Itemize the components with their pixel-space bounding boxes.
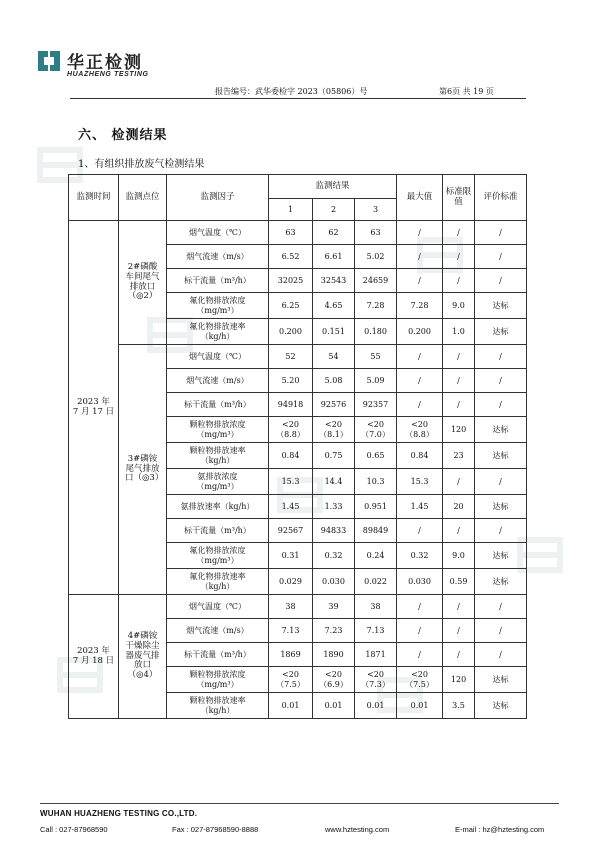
max-cell: / [397,595,443,619]
limit-cell: / [443,369,475,393]
factor-cell: 烟气温度（℃） [167,595,269,619]
result-1-cell: 52 [269,345,313,369]
result-3-cell: 5.02 [355,245,397,269]
result-1-cell: 7.13 [269,619,313,643]
header-time: 监测时间 [69,175,119,221]
limit-cell: / [443,469,475,495]
result-3-cell: <20 （7.0） [355,417,397,443]
eval-cell: / [475,369,527,393]
result-3-cell: 7.13 [355,619,397,643]
eval-cell: / [475,643,527,667]
factor-cell: 颗粒物排放速率 （kg/h） [167,693,269,719]
max-cell: 7.28 [397,293,443,319]
eval-cell: / [475,469,527,495]
result-3-cell: <20 （7.3） [355,667,397,693]
max-cell: 15.3 [397,469,443,495]
eval-cell: / [475,595,527,619]
factor-cell: 烟气温度（℃） [167,345,269,369]
point-cell: 3#磷铵尾气排放口（◎3） [119,345,167,595]
factor-cell: 标干流量（m³/h） [167,393,269,417]
eval-cell: / [475,519,527,543]
footer-fax: Fax : 027-87968590-8888 [172,825,259,834]
result-2-cell: <20 （8.1） [313,417,355,443]
header-point: 监测点位 [119,175,167,221]
max-cell: 1.45 [397,495,443,519]
factor-cell: 颗粒物排放速率 （kg/h） [167,443,269,469]
result-2-cell: 0.75 [313,443,355,469]
result-1-cell: 6.25 [269,293,313,319]
eval-cell: 达标 [475,667,527,693]
limit-cell: / [443,269,475,293]
max-cell: / [397,619,443,643]
limit-cell: 1.0 [443,319,475,345]
header-result-3: 3 [355,199,397,221]
result-3-cell: 24659 [355,269,397,293]
factor-cell: 氨排放速率（kg/h） [167,495,269,519]
point-cell: 2#磷酸车间尾气排放口（◎2） [119,221,167,345]
result-3-cell: 0.180 [355,319,397,345]
header-results: 监测结果 [269,175,397,199]
result-2-cell: 92576 [313,393,355,417]
limit-cell: 20 [443,495,475,519]
eval-cell: / [475,345,527,369]
result-3-cell: 7.28 [355,293,397,319]
limit-cell: / [443,245,475,269]
result-1-cell: 0.029 [269,569,313,595]
result-2-cell: 14.4 [313,469,355,495]
result-2-cell: 39 [313,595,355,619]
factor-cell: 标干流量（m³/h） [167,643,269,667]
limit-cell: 9.0 [443,543,475,569]
result-3-cell: 0.022 [355,569,397,595]
max-cell: 0.030 [397,569,443,595]
eval-cell: / [475,393,527,417]
result-1-cell: <20 （8.8） [269,417,313,443]
sub-section-title: 1、有组织排放废气检测结果 [78,159,205,170]
max-cell: / [397,269,443,293]
limit-cell: 23 [443,443,475,469]
result-3-cell: 63 [355,221,397,245]
max-cell: / [397,245,443,269]
header-max: 最大值 [397,175,443,221]
limit-cell: 120 [443,667,475,693]
footer-divider [40,803,559,804]
result-1-cell: 0.84 [269,443,313,469]
result-2-cell: <20 （6.9） [313,667,355,693]
eval-cell: / [475,245,527,269]
factor-cell: 标干流量（m³/h） [167,519,269,543]
result-3-cell: 0.65 [355,443,397,469]
eval-cell: 达标 [475,693,527,719]
result-2-cell: 0.32 [313,543,355,569]
result-1-cell: 38 [269,595,313,619]
limit-cell: / [443,519,475,543]
result-1-cell: 94918 [269,393,313,417]
table-row [69,595,527,619]
date-cell: 2023 年 7 月 18 日 [69,595,119,719]
max-cell: / [397,345,443,369]
eval-cell: 达标 [475,417,527,443]
limit-cell: 3.5 [443,693,475,719]
result-2-cell: 32543 [313,269,355,293]
limit-cell: 9.0 [443,293,475,319]
limit-cell: / [443,595,475,619]
header-limit: 标准限值 [443,175,475,221]
limit-cell: 120 [443,417,475,443]
result-3-cell: 10.3 [355,469,397,495]
limit-cell: 0.59 [443,569,475,595]
max-cell: <20 （8.8） [397,417,443,443]
result-3-cell: 0.01 [355,693,397,719]
table-row [69,221,527,245]
result-2-cell: 5.08 [313,369,355,393]
result-1-cell: 63 [269,221,313,245]
result-1-cell: 0.200 [269,319,313,345]
result-1-cell: 32025 [269,269,313,293]
date-cell: 2023 年 7 月 17 日 [69,221,119,595]
header-eval: 评价标准 [475,175,527,221]
factor-cell: 氟化物排放浓度 （mg/m³） [167,293,269,319]
result-2-cell: 0.01 [313,693,355,719]
eval-cell: 达标 [475,443,527,469]
eval-cell: 达标 [475,543,527,569]
result-2-cell: 6.61 [313,245,355,269]
result-1-cell: 1869 [269,643,313,667]
result-1-cell: 6.52 [269,245,313,269]
result-3-cell: 0.951 [355,495,397,519]
eval-cell: / [475,221,527,245]
max-cell: / [397,221,443,245]
company-logo-icon [36,49,62,73]
footer-website: www.hztesting.com [325,825,390,834]
eval-cell: 达标 [475,319,527,345]
section-title: 六、 检测结果 [78,128,168,143]
limit-cell: / [443,393,475,417]
factor-cell: 标干流量（m³/h） [167,269,269,293]
factor-cell: 氟化物排放浓度 （mg/m³） [167,543,269,569]
max-cell: <20 （7.5） [397,667,443,693]
factor-cell: 氟化物排放速率 （kg/h） [167,569,269,595]
eval-cell: 达标 [475,293,527,319]
result-3-cell: 55 [355,345,397,369]
max-cell: / [397,643,443,667]
result-1-cell: 15.3 [269,469,313,495]
result-2-cell: 1890 [313,643,355,667]
factor-cell: 烟气流速（m/s） [167,369,269,393]
result-3-cell: 89849 [355,519,397,543]
result-1-cell: 1.45 [269,495,313,519]
max-cell: / [397,393,443,417]
report-number: 报告编号：武华委检字 2023（05806）号 [215,87,368,96]
limit-cell: / [443,619,475,643]
footer-phone: Call : 027-87968590 [40,825,108,834]
header-result-1: 1 [269,199,313,221]
eval-cell: / [475,269,527,293]
results-table [68,174,527,719]
result-2-cell: 0.151 [313,319,355,345]
factor-cell: 氟化物排放速率 （kg/h） [167,319,269,345]
header-factor: 监测因子 [167,175,269,221]
max-cell: 0.32 [397,543,443,569]
company-logo-subtext: HUAZHENG TESTING [67,71,149,78]
result-3-cell: 92357 [355,393,397,417]
company-logo-text: 华正检测 [67,53,143,73]
factor-cell: 烟气流速（m/s） [167,619,269,643]
header-divider [70,98,526,99]
result-2-cell: 1.33 [313,495,355,519]
page-number: 第6页 共 19 页 [439,87,494,96]
result-1-cell: 92567 [269,519,313,543]
result-3-cell: 38 [355,595,397,619]
limit-cell: / [443,221,475,245]
max-cell: / [397,519,443,543]
table-row [69,345,527,369]
eval-cell: 达标 [475,569,527,595]
factor-cell: 氨排放浓度 （mg/m³） [167,469,269,495]
factor-cell: 烟气流速（m/s） [167,245,269,269]
result-1-cell: 0.31 [269,543,313,569]
result-2-cell: 7.23 [313,619,355,643]
factor-cell: 颗粒物排放浓度 （mg/m³） [167,417,269,443]
factor-cell: 颗粒物排放浓度 （mg/m³） [167,667,269,693]
result-2-cell: 4.65 [313,293,355,319]
limit-cell: / [443,345,475,369]
max-cell: 0.200 [397,319,443,345]
result-3-cell: 0.24 [355,543,397,569]
max-cell: / [397,369,443,393]
result-2-cell: 54 [313,345,355,369]
result-2-cell: 62 [313,221,355,245]
result-2-cell: 0.030 [313,569,355,595]
result-3-cell: 1871 [355,643,397,667]
result-3-cell: 5.09 [355,369,397,393]
header-result-2: 2 [313,199,355,221]
max-cell: 0.84 [397,443,443,469]
result-2-cell: 94833 [313,519,355,543]
result-1-cell: 0.01 [269,693,313,719]
factor-cell: 烟气温度（℃） [167,221,269,245]
footer-company-name: WUHAN HUAZHENG TESTING CO.,LTD. [40,809,198,818]
result-1-cell: <20 （7.5） [269,667,313,693]
limit-cell: / [443,643,475,667]
point-cell: 4#磷铵干燥除尘器废气排放口（◎4） [119,595,167,719]
eval-cell: / [475,619,527,643]
max-cell: 0.01 [397,693,443,719]
results-table-body [69,221,527,719]
footer-email: E-mail : hz@hztesting.com [455,825,545,834]
result-1-cell: 5.20 [269,369,313,393]
eval-cell: 达标 [475,495,527,519]
